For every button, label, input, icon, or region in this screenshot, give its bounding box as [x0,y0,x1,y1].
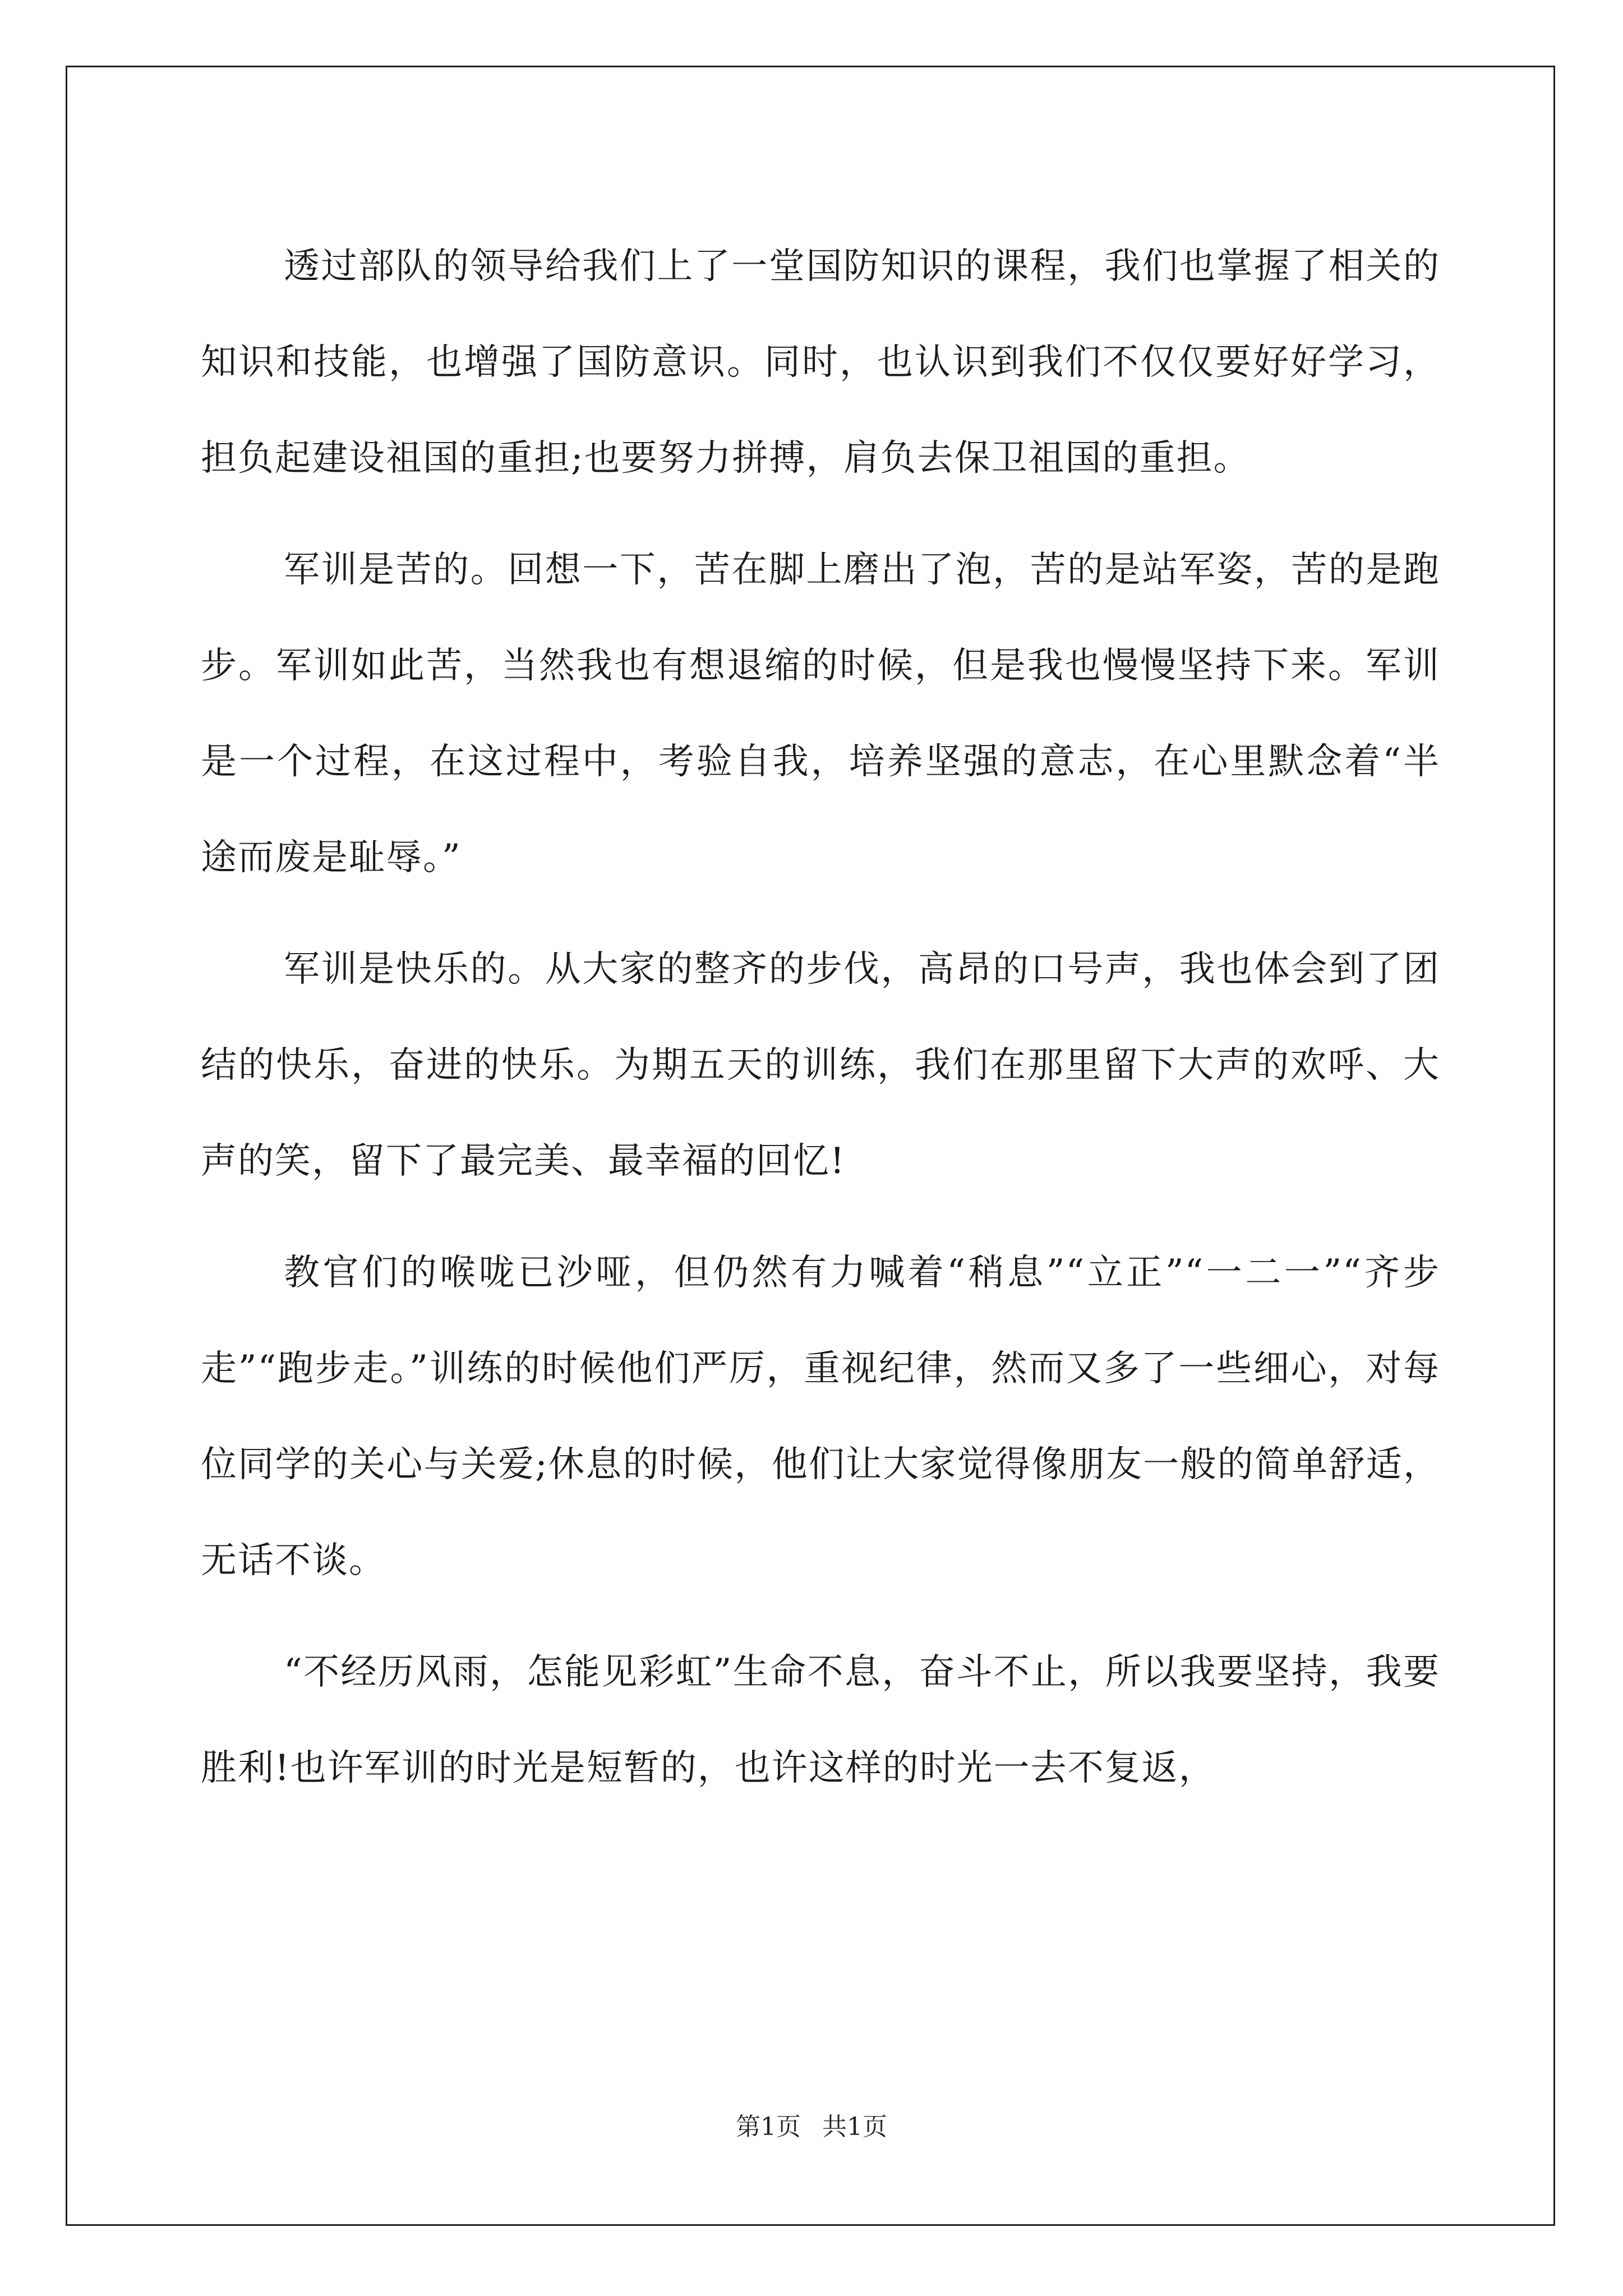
document-body [201,219,1440,1832]
page-number: 第1页 [736,2113,801,2141]
paragraph: 军训是苦的。回想一下，苦在脚上磨出了泡，苦的是站军姿，苦的是跑步。军训如此苦，当然我也有想退缩的时候，但是我也慢慢坚持下来。军训是一个过程，在这过程中，考验自我，培养坚强的意志，在心里默念着“半途而废是耻辱。” [201,549,1440,878]
paragraph: 军训是快乐的。从大家的整齐的步伐，高昂的口号声，我也体会到了团结的快乐，奋进的快乐。为期五天的训练，我们在那里留下大声的欢呼、大声的笑，留下了最完美、最幸福的回忆! [201,949,1440,1182]
page-footer [0,2106,1623,2142]
paragraph: 透过部队的领导给我们上了一堂国防知识的课程，我们也掌握了相关的知识和技能，也增强了国防意识。同时，也认识到我们不仅仅要好好学习，担负起建设祖国的重担;也要努力拼搏，肩负去保卫祖国的重担。 [201,246,1440,479]
paragraph: 教官们的喉咙已沙哑，但仍然有力喊着“稍息”“立正”“一二一”“齐步走”“跑步走。”训练的时候他们严厉，重视纪律，然而又多了一些细心，对每位同学的关心与关爱;休息的时候，他们让大家觉得像朋友一般的简单舒适，无话不谈。 [201,1252,1440,1581]
page-total: 共1页 [822,2113,887,2141]
paragraph: “不经历风雨，怎能见彩虹”生命不息，奋斗不止，所以我要坚持，我要胜利!也许军训的时光是短暂的，也许这样的时光一去不复返， [201,1651,1440,1789]
